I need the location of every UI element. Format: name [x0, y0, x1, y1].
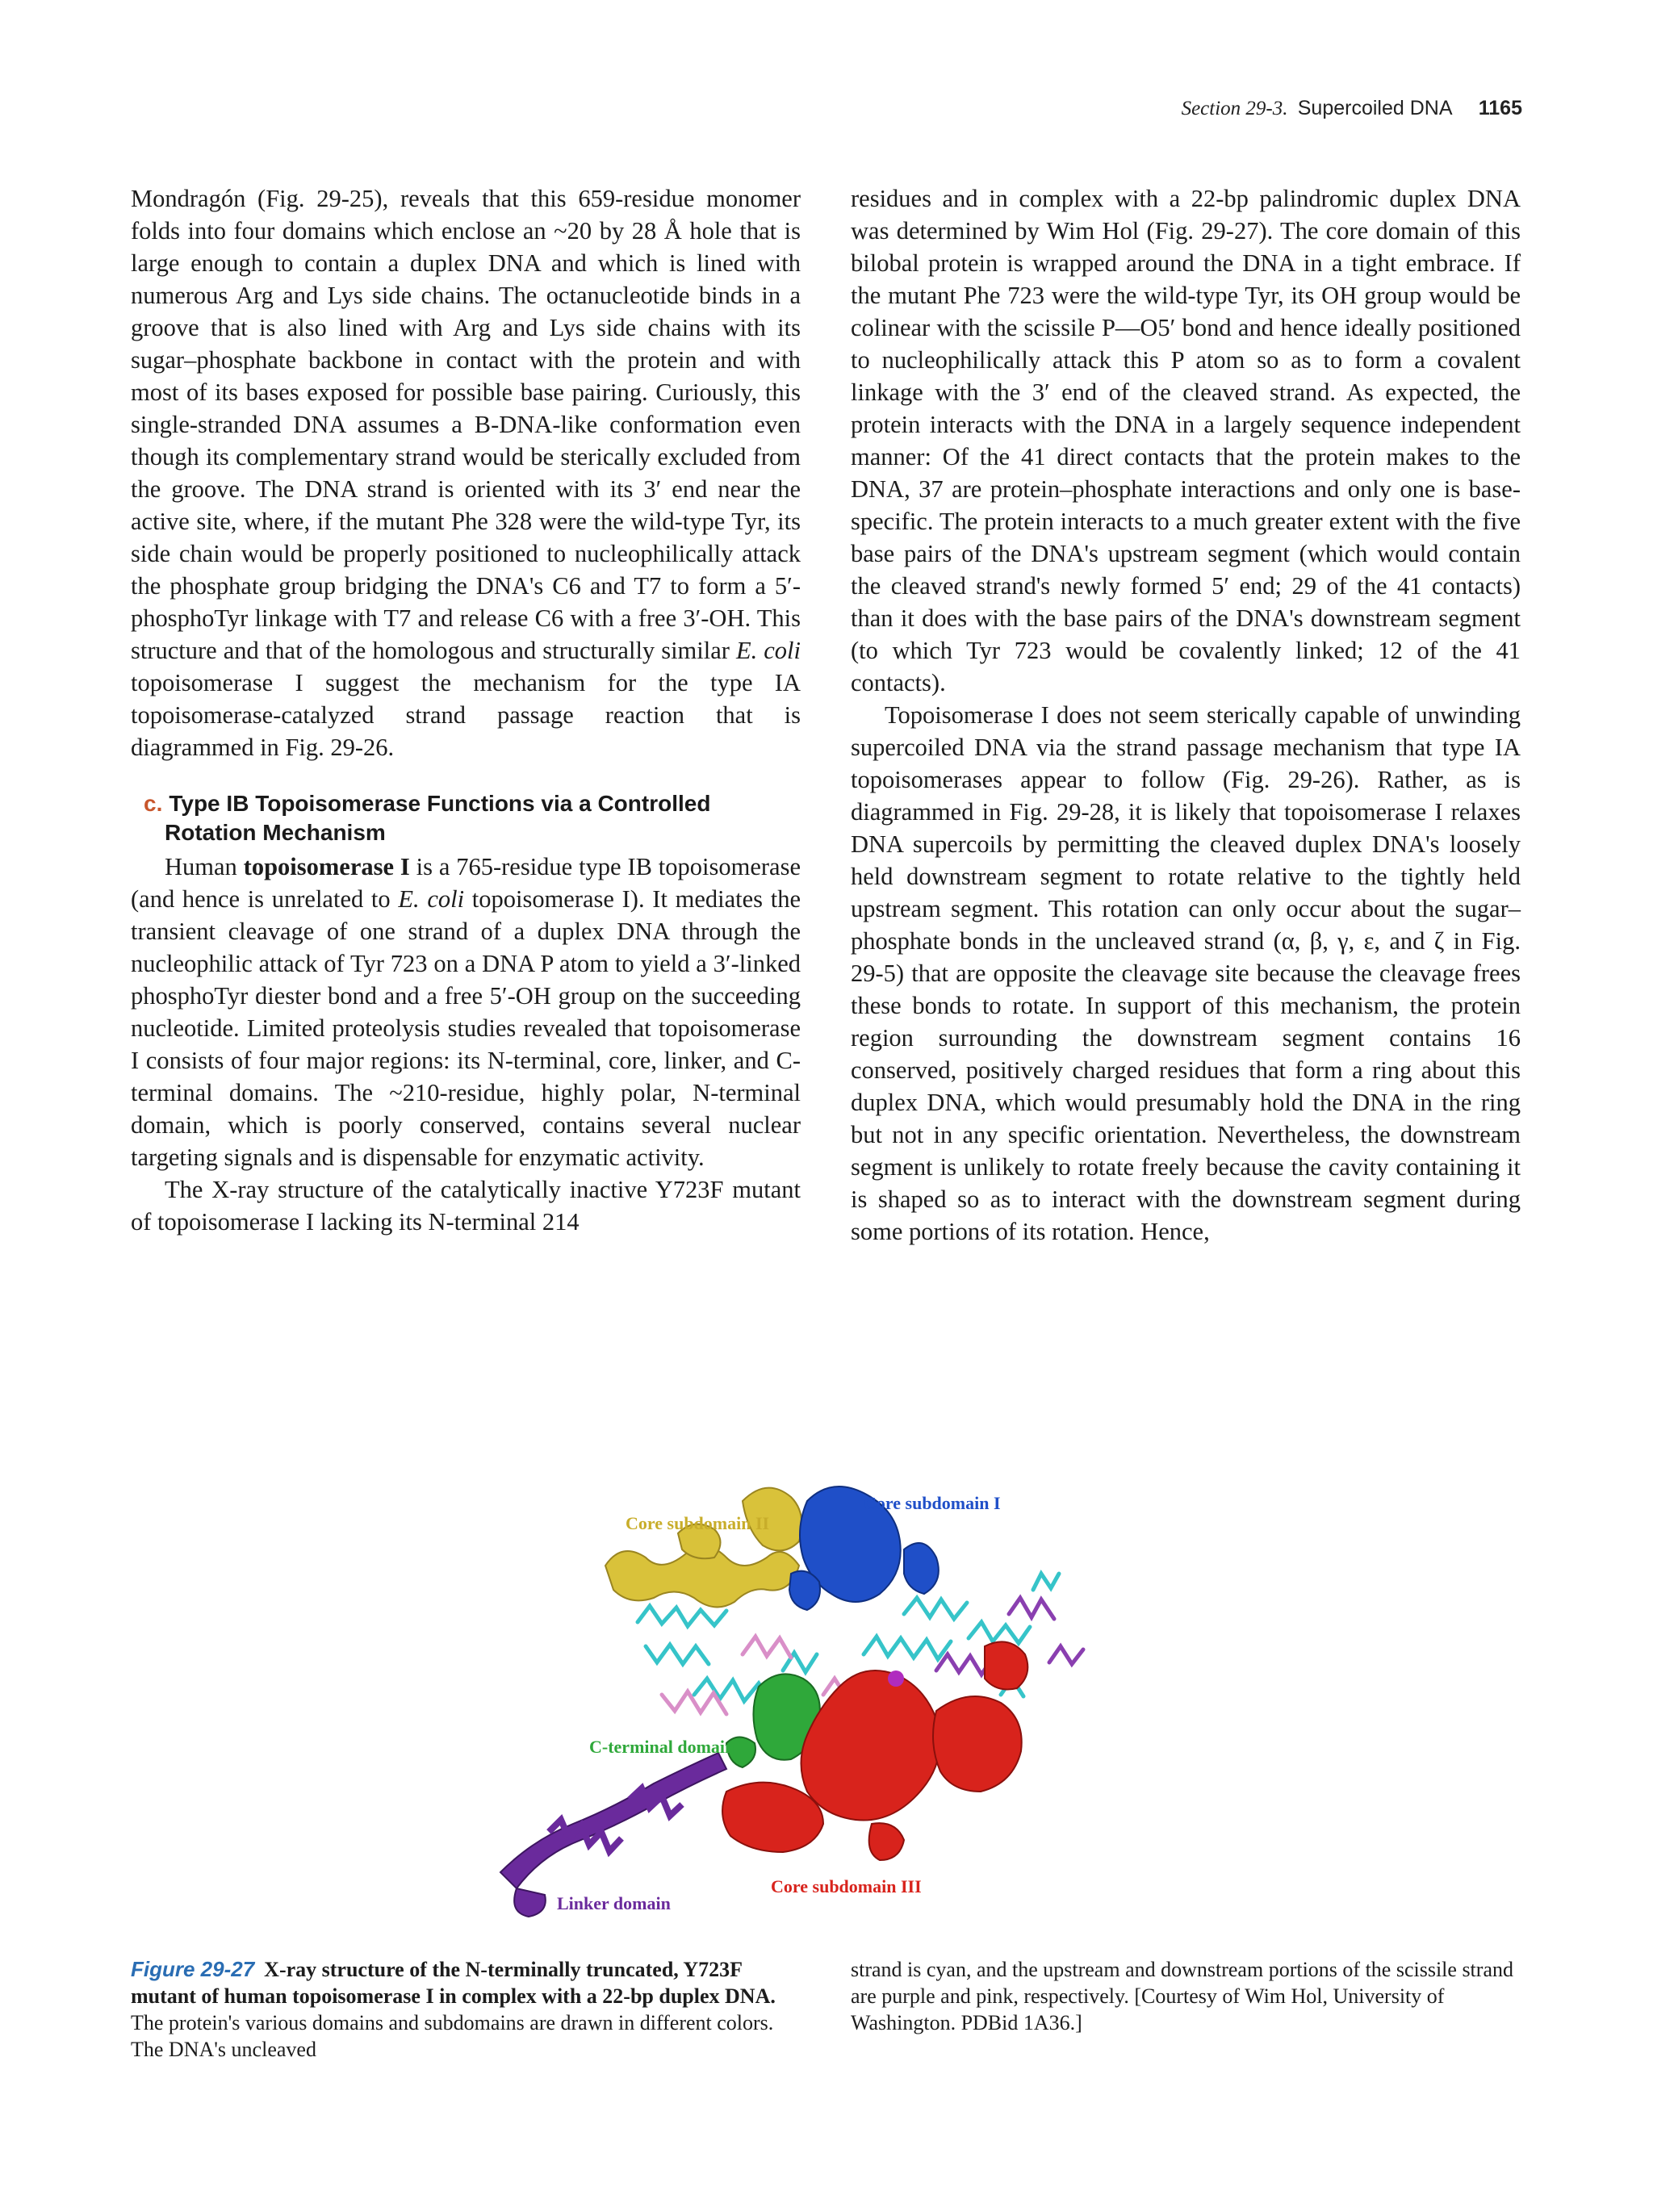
section-label: Section 29-3. — [1181, 98, 1288, 119]
running-head — [1182, 97, 1522, 120]
page-number: 1165 — [1478, 97, 1522, 119]
core-subdomain-2-ribbon — [605, 1488, 801, 1608]
active-site-marker — [888, 1670, 904, 1687]
linker-domain-ribbon — [500, 1753, 726, 1917]
subsection-title: Type IB Topoisomerase Functions via a Controlled Rotation Mechanism — [165, 791, 711, 845]
paragraph: The X-ray structure of the catalytically inactive Y723F mutant of topoisomerase I lacking its N-terminal 214 — [131, 1176, 801, 1236]
right-column — [851, 182, 1521, 1248]
paragraph: Mondragón (Fig. 29-25), reveals that this 659-residue monomer folds into four domains which enclose an ~20 by 28 Å hole that is large enough to contain a duplex DNA and which is lined with numerous Arg and Lys side chains. The octanucleotide binds in a groove that is also lined with Arg and Lys side chains with its sugar–phosphate backbone in contact with the protein and with most of its bases exposed for possible base pairing. Curiously, this single-stranded DNA assumes a B-DNA-like conformation even though its complementary strand would be sterically excluded from the groove. The DNA strand is oriented with its 3′ end near the active site, where, if the mutant Phe 328 were the wild-type Tyr, its side chain would be properly positioned to nucleophilically attack the phosphate group bridging the DNA's C6 and T7 to form a 5′-phosphoTyr linkage with T7 and release C6 with a free 3′-OH. This structure and that of the homologous and structurally similar E. coli topoisomerase I suggest the mechanism for the type IA topoisomerase-catalyzed strand passage reaction that is diagrammed in Fig. 29-26. — [131, 185, 801, 761]
figure-29-27 — [484, 1453, 1146, 1937]
paragraph: residues and in complex with a 22-bp palindromic duplex DNA was determined by Wim Hol (Fig. 29-27). The core domain of this bilobal protein is wrapped around the DNA in a tight embrace. If the mutant Phe 723 were the wild-type Tyr, its OH group would be colinear with the scissile P—O5′ bond and hence ideally positioned to nucleophilically attack this P atom so as to form a covalent linkage with the 3′ end of the cleaved strand. As expected, the protein interacts with the DNA in a largely sequence independent manner: Of the 41 direct contacts that the protein makes to the DNA, 37 are protein–phosphate interactions and only one is base-specific. The protein interacts to a much greater extent with the five base pairs of the DNA's upstream segment (which would contain the cleaved strand's newly formed 5′ end; 29 of the 41 contacts) than it does with the base pairs of the DNA's downstream segment (to which Tyr 723 would be covalently linked; 12 of the 41 contacts). — [851, 185, 1521, 696]
figure-caption-right: strand is cyan, and the upstream and downstream portions of the scissile strand are purple and pink, respectively. [Courtesy of Wim Hol, University of Washington. PDBid 1A36.] — [851, 1958, 1513, 2034]
key-term: topoisomerase I — [243, 853, 410, 880]
figure-caption-left — [131, 1956, 801, 2063]
label-c-terminal-domain: C-terminal domain — [589, 1737, 735, 1757]
label-core-subdomain-2: Core subdomain II — [626, 1513, 770, 1533]
paragraph: Human topoisomerase I is a 765-residue type IB topoisomerase (and hence is unrelated to E. coli topoisomerase I). It mediates the transient cleavage of one strand of a duplex DNA through the nucleophilic attack of Tyr 723 on a DNA P atom to yield a 3′-linked phosphoTyr diester bond and a free 5′-OH group on the succeeding nucleotide. Limited proteolysis studies revealed that topoisomerase I consists of four major regions: its N-terminal, core, linker, and C-terminal domains. The ~210-residue, highly polar, N-terminal domain, which is poorly conserved, contains several nuclear targeting signals and is dispensable for enzymatic activity. — [131, 853, 801, 1171]
figure-number: Figure 29-27 — [131, 1957, 255, 1981]
label-core-subdomain-1: Core subdomain I — [864, 1493, 1001, 1513]
left-column — [131, 182, 801, 1238]
label-linker-domain: Linker domain — [557, 1893, 671, 1913]
section-topic: Supercoiled DNA — [1297, 97, 1453, 119]
caption-text: The protein's various domains and subdomains are drawn in different colors. The DNA's uncleaved — [131, 2011, 774, 2061]
caption-title: X-ray structure of the N-terminally truncated, Y723F mutant of human topoisomerase I in complex with a 22-bp duplex DNA. — [131, 1958, 776, 2008]
paragraph: Topoisomerase I does not seem sterically capable of unwinding supercoiled DNA via the strand passage mechanism that type IA topoisomerases appear to follow (Fig. 29-26). Rather, as is diagrammed in Fig. 29-28, it is likely that topoisomerase I relaxes DNA supercoils by permitting the cleaved duplex DNA's loosely held downstream segment to rotate relative to the tightly held upstream segment. This rotation can only occur about the sugar–phosphate bonds in the uncleaved strand (α, β, γ, ε, and ζ in Fig. 29-5) that are opposite the cleavage site because the cleavage frees these bonds to rotate. In support of this mechanism, the protein region surrounding the downstream segment contains 16 conserved, positively charged residues that form a ring about this duplex DNA, which would presumably hold the DNA in the ring but not in any specific orientation. Nevertheless, the downstream segment is unlikely to rotate freely because the cavity containing it is shaped so as to interact with the downstream segment during some portions of its rotation. Hence, — [851, 701, 1521, 1245]
protein-structure-illustration — [484, 1453, 1146, 1937]
subsection-letter: c. — [144, 791, 163, 816]
label-core-subdomain-3: Core subdomain III — [771, 1876, 922, 1896]
subsection-heading — [131, 789, 801, 847]
